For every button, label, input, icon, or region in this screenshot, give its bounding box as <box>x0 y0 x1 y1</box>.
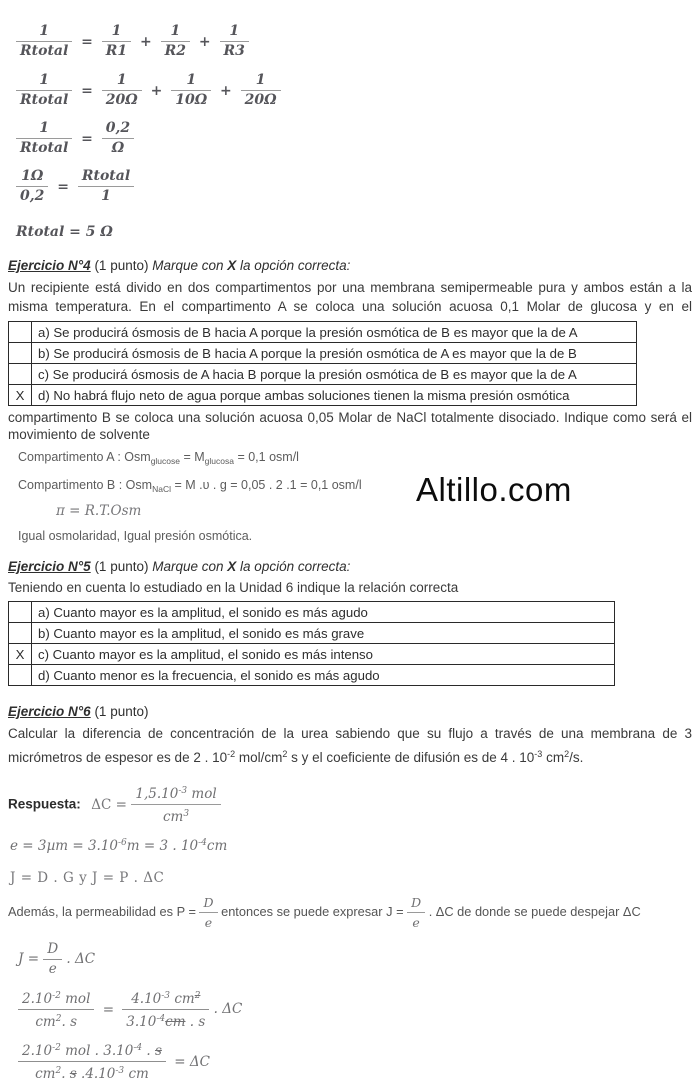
cancelled-unit: s <box>69 1066 77 1082</box>
option-mark-cell <box>9 343 32 364</box>
exercise-6-statement <box>8 723 692 768</box>
exercise-5-instruction: Marque con X la opción correcta: <box>152 559 351 574</box>
cancelled-unit: cm <box>165 1014 186 1030</box>
fraction: $\frac{1}{20\Omega}$ <box>102 73 142 108</box>
statement-line: misma temperatura. En el compartimento A se coloca una solución acuosa 0,1 Molar de glucosa y en el <box>8 299 692 314</box>
equation-rtotal-result: Rtotal = 5 Ω <box>16 224 113 240</box>
d-over-e-fraction: $\frac{D}{e}$ <box>199 895 217 930</box>
superscript: -3 <box>178 786 188 796</box>
answer-line <box>8 784 692 825</box>
exercise-5-title: Ejercicio N°5 <box>8 559 91 574</box>
option-row <box>9 364 637 385</box>
exercise-6-points: (1 punto) <box>90 704 149 719</box>
exercise-4-points: (1 punto) <box>90 258 153 273</box>
option-row <box>9 623 615 644</box>
superscript: 2 <box>282 749 288 759</box>
exercise-5-options-table <box>8 601 615 686</box>
conclusion-line: Igual osmolaridad, Igual presión osmótica. <box>18 529 253 543</box>
equals-sign: = <box>81 130 93 147</box>
option-row <box>9 322 637 343</box>
superscript: 3 <box>183 809 190 819</box>
thickness-conversion-line: $e = 3\mu m = 3.10^{-6}m = 3$ . $10^{-4}cm$ <box>10 838 228 854</box>
fraction: $\frac{2.10^{-2} mol}{cm^2. s}$ <box>18 989 94 1030</box>
cancelled-superscript: 2 <box>194 991 201 1001</box>
fraction: $\frac{1}{\text{Rtotal}}$ <box>16 121 72 156</box>
option-mark-cell: X <box>9 385 32 406</box>
exercise-6-heading <box>8 703 692 721</box>
osmotic-pressure-formula: π = R.T.Osm <box>56 503 142 519</box>
option-mark-cell <box>9 322 32 343</box>
exercise-4-options-table <box>8 321 637 406</box>
final-equation <box>18 1041 692 1082</box>
delta-c-lhs: ΔC = <box>91 796 127 813</box>
option-row <box>9 644 615 665</box>
plus-sign: + <box>220 82 232 99</box>
equals-sign: = <box>57 178 69 195</box>
fraction-denominator: Rtotal <box>20 43 69 59</box>
fraction: $\frac{\text{Rtotal}}{1}$ <box>78 169 134 204</box>
plus-sign: + <box>150 82 163 99</box>
fraction-numerator: 1 <box>16 24 72 42</box>
d-over-e-fraction: $\frac{D}{e}$ <box>43 942 62 977</box>
fraction: $\frac{1}{10\Omega}$ <box>171 73 211 108</box>
option-row <box>9 665 615 686</box>
equals-sign: = <box>102 1001 114 1018</box>
superscript: 2 <box>564 749 570 759</box>
fraction: $\frac{1}{R2}$ <box>161 24 190 59</box>
statement-line: Un recipiente está divido en dos compartimentos por una membrana semipermeable pura y ambos están a la <box>8 280 692 295</box>
option-row <box>9 385 637 406</box>
fraction: $\frac{1}{20\Omega}$ <box>241 73 281 108</box>
option-mark-cell <box>9 623 32 644</box>
option-mark-cell <box>9 364 32 385</box>
equation-sum-result <box>16 121 692 156</box>
exercise-4-title: Ejercicio N°4 <box>8 258 91 273</box>
superscript: -4 <box>133 1043 143 1053</box>
substitution-equation: $\frac{2.10^{-2} mol}{cm^2. s}$ = $\frac{4.10^{-3} cm^2}{3.10^{-4}cm . s}$ . ΔC <box>18 989 692 1030</box>
superscript: -3 <box>161 991 171 1001</box>
equals-sign: = <box>81 33 93 50</box>
j-equals-fraction-line: J = $\frac{D}{e}$ . ΔC <box>18 941 96 977</box>
statement-line: micrómetros de espesor es de 2 . $10^{-2}$ mol/$cm^2$ s y el coeficiente de difusión es de 4 . $10^{-3}$ $cm^2/s$. <box>8 749 584 765</box>
document-page <box>0 24 700 1087</box>
option-row <box>9 343 637 364</box>
option-text-cell: a) Cuanto mayor es la amplitud, el sonido es más agudo <box>32 602 615 623</box>
statement-line: movimiento de solvente <box>8 427 150 442</box>
exercise-4-heading <box>8 257 692 275</box>
superscript: -2 <box>52 991 61 1001</box>
exercise-4-statement-continued <box>8 409 692 443</box>
subscript: glucose <box>150 456 180 466</box>
statement-line: compartimento B se coloca una solución acuosa 0,05 Molar de NaCl totalmente disociado. Indique como será el <box>8 410 692 425</box>
equals-delta-c: = ΔC <box>174 1053 210 1070</box>
plus-sign: + <box>198 33 211 50</box>
option-text-cell: a) Se producirá ósmosis de B hacia A porque la presión osmótica de B es mayor que la de A <box>32 322 637 343</box>
option-row <box>9 602 615 623</box>
subscript: NaCl <box>152 484 171 494</box>
option-text-cell: d) No habrá flujo neto de agua porque ambas soluciones tienen la misma presión osmótica <box>32 385 637 406</box>
equation-inverted <box>16 169 692 204</box>
fraction: $\frac{1\Omega}{0,2}$ <box>16 169 48 204</box>
subscript: glucosa <box>204 456 234 466</box>
d-over-e-fraction: $\frac{D}{e}$ <box>407 895 425 930</box>
equation-with-values <box>16 73 692 108</box>
option-text-cell: c) Se producirá ósmosis de A hacia B porque la presión osmótica de B es mayor que la de A <box>32 364 637 385</box>
superscript: -4 <box>156 1014 166 1024</box>
permeability-explanation: Además, la permeabilidad es P = $\frac{D}{e}$ entonces se puede expresar J = $\frac{D}{e}$ . ΔC de donde se puede despejar ΔC <box>8 895 641 930</box>
altillo-watermark: Altillo.com <box>416 471 572 508</box>
statement-line: Calcular la diferencia de concentración de la urea sabiendo que su flujo a través de una membrana de 3 <box>8 726 692 741</box>
fraction <box>16 24 72 59</box>
superscript: -4 <box>198 838 207 848</box>
compartment-a-working: Compartimento A : $Osm_{glucose} = M_{glucosa} = 0,1$ osm/l <box>18 450 299 466</box>
compartment-b-working: Compartimento B : Osm$_{NaCl}$ = M .υ . g = 0,05 . 2 .1 = 0,1 osm/l <box>18 478 362 494</box>
equation-reciprocal-sum <box>16 24 692 59</box>
cancelled-unit: s <box>154 1043 162 1059</box>
option-mark-cell <box>9 665 32 686</box>
answer-label: Respuesta: <box>8 796 81 812</box>
superscript: -3 <box>115 1066 125 1076</box>
flux-formulas-line: J = D . G y J = P . ΔC <box>10 870 165 886</box>
option-mark-cell: X <box>9 644 32 665</box>
exercise-5-points: (1 punto) <box>90 559 153 574</box>
fraction: $\frac{4.10^{-3} cm^2}{3.10^{-4}cm . s}$ <box>122 989 209 1030</box>
option-text-cell: b) Se producirá ósmosis de B hacia A porque la presión osmótica de A es mayor que la de B <box>32 343 637 364</box>
answer-fraction: $\frac{1,5.10^{-3} mol}{cm^3}$ <box>131 784 220 825</box>
exercise-6-title: Ejercicio N°6 <box>8 704 91 719</box>
exercise-5-statement: Teniendo en cuenta lo estudiado en la Unidad 6 indique la relación correcta <box>8 580 459 595</box>
exercise-4-statement <box>8 278 692 316</box>
fraction: $\frac{2.10^{-2} mol . 3.10^{-4} . s}{cm^2. s .4.10^{-3} cm}$ <box>18 1041 166 1082</box>
superscript: -6 <box>118 838 127 848</box>
option-text-cell: d) Cuanto menor es la frecuencia, el sonido es más agudo <box>32 665 615 686</box>
superscript: 2 <box>55 1066 62 1076</box>
equals-sign: = <box>81 82 93 99</box>
fraction: $\frac{1}{\text{Rtotal}}$ <box>16 73 72 108</box>
plus-sign: + <box>140 33 152 50</box>
superscript: -2 <box>227 749 236 759</box>
superscript: 2 <box>55 1014 62 1024</box>
superscript: -3 <box>534 749 543 759</box>
option-mark-cell <box>9 602 32 623</box>
option-text-cell: c) Cuanto mayor es la amplitud, el sonido es más intenso <box>32 644 615 665</box>
fraction: $\frac{1}{R3}$ <box>220 24 249 59</box>
fraction: $\frac{1}{R1}$ <box>102 24 131 59</box>
exercise-4-instruction: Marque con X la opción correcta: <box>152 258 351 273</box>
option-text-cell: b) Cuanto mayor es la amplitud, el sonido es más grave <box>32 623 615 644</box>
exercise-5-heading <box>8 558 692 576</box>
fraction: $\frac{0,2}{\Omega}$ <box>102 121 134 156</box>
superscript: -2 <box>52 1043 61 1053</box>
